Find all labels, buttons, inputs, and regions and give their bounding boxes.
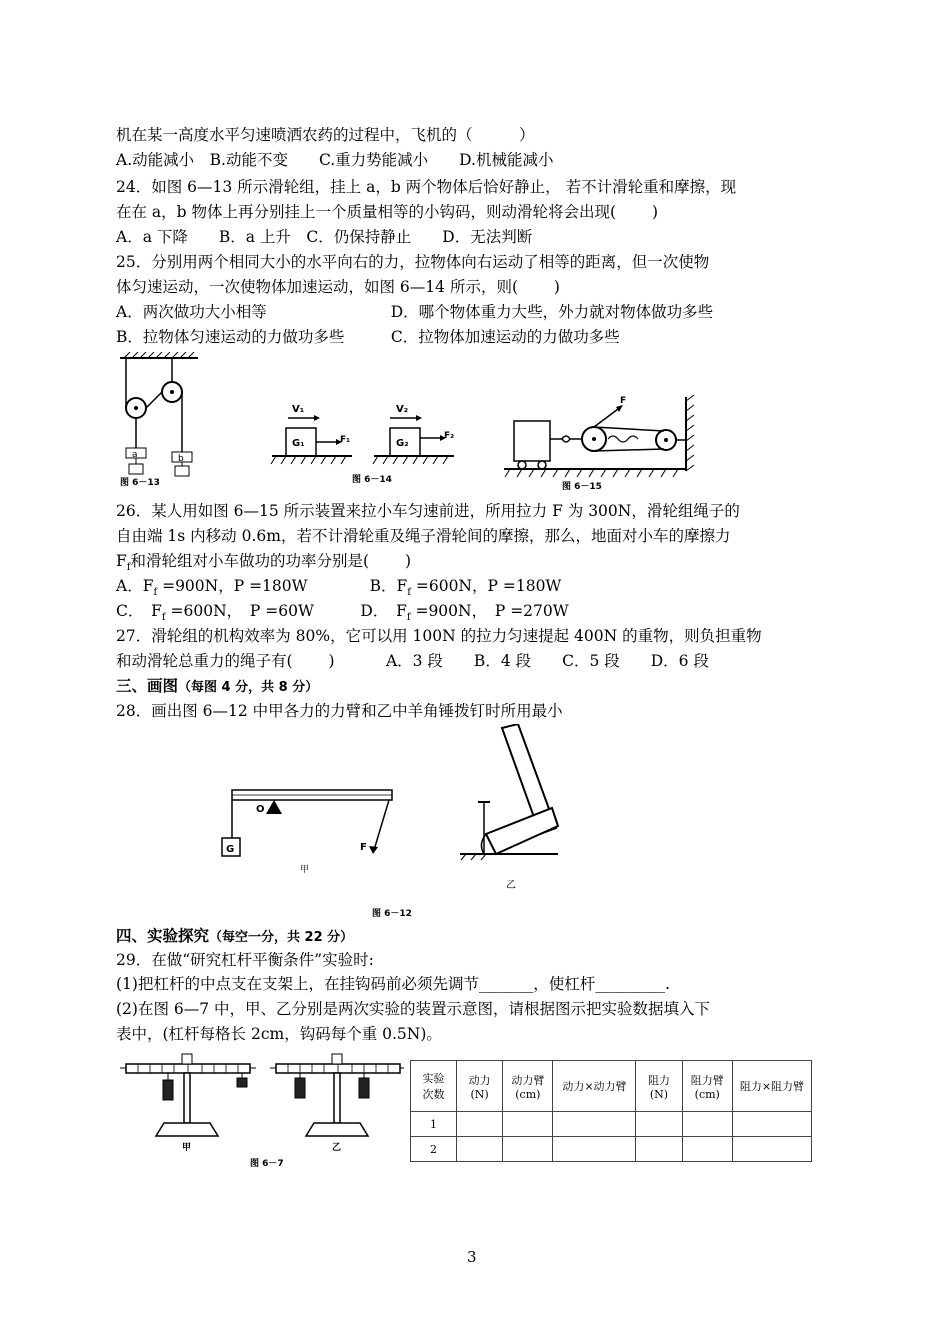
label-b: b [178,454,184,464]
table-cell[interactable] [636,1137,682,1162]
question-24: 24．如图 6—13 所示滑轮组，挂上 a，b 两个物体后恰好静止， 若不计滑轮重和摩擦，现 [116,178,737,196]
label-f2: F₂ [444,431,455,441]
table-cell[interactable] [457,1112,503,1137]
question-26: 26．某人用如图 6—15 所示装置来拉小车匀速前进，所用拉力 F 为 300N，滑轮组绳子的 [116,502,740,520]
figure-caption: 图 6－7 [250,1159,284,1169]
table-cell: 2 [411,1137,457,1162]
label-jia: 甲 [300,865,310,875]
table-row [411,1137,812,1162]
text-line: B．拉物体匀速运动的力做功多些 C．拉物体加速运动的力做功多些 [116,328,620,346]
question-25: 25．分别用两个相同大小的水平向右的力，拉物体向右运动了相等的距离，但一次使物 [116,253,710,271]
figure-caption: 图 6－12 [372,909,412,919]
figure-6-12 [214,724,594,920]
option-row: C． $F_f =600N$， P =60W D． $F_f =900N$， P =270W [116,602,569,624]
label-g: G [226,844,235,855]
text-line: 机在某一高度水平匀速喷洒农药的过程中，飞机的（ ） [116,126,535,144]
text-line: 和动滑轮总重力的绳子有( ) A．3 段 B．4 段 C．5 段 D．6 段 [116,652,709,670]
text-line: (1)把杠杆的中点支在支架上，在挂钩码前必须先调节_______，使杠杆_________. [116,975,670,993]
table-cell[interactable] [732,1137,811,1162]
figure-caption: 图 6－13 [120,478,160,486]
table-header: 动力×动力臂 [553,1061,636,1112]
table-row [411,1112,812,1137]
figure-caption: 图 6－15 [562,482,602,491]
table-header: 阻力臂 (cm) [682,1061,732,1112]
text-line: A．两次做功大小相等 D．哪个物体重力大些，外力就对物体做功多些 [116,303,714,321]
label-f: F [360,842,367,853]
table-header: 动力臂 (cm) [503,1061,553,1112]
text-line: A．a 下降 B．a 上升 C．仍保持静止 D．无法判断 [116,228,533,246]
text-line: 自由端 1s 内移动 0.6m，若不计滑轮重及绳子滑轮间的摩擦，那么，地面对小车的摩擦力 [116,527,731,545]
table-cell[interactable] [457,1137,503,1162]
table-cell[interactable] [553,1137,636,1162]
section-heading-3: 三、画图（每图 4 分，共 8 分） [116,677,319,695]
label-f1: F₁ [340,435,351,445]
text-line: 表中，(杠杆每格长 2cm，钩码每个重 0.5N)。 [116,1025,442,1043]
table-cell[interactable] [732,1112,811,1137]
table-header: 实验 次数 [411,1061,457,1112]
table-header: 阻力×阻力臂 [732,1061,811,1112]
label-yi: 乙 [332,1143,342,1153]
question-29: 29．在做“研究杠杆平衡条件”实验时: [116,951,374,969]
page-number: 3 [467,1248,477,1266]
table-cell[interactable] [682,1112,732,1137]
figure-6-14 [268,398,458,484]
figure-caption: 图 6－14 [352,475,392,484]
figure-6-13 [116,352,212,486]
table-cell: 1 [411,1112,457,1137]
text-line: 体匀速运动，一次使物体加速运动，如图 6—14 所示，则( ) [116,278,560,296]
label-v1: V₁ [292,404,305,415]
label-g2: G₂ [396,438,409,449]
section-heading-4: 四、实验探究（每空一分，共 22 分） [116,927,354,945]
table-cell[interactable] [682,1137,732,1162]
experiment-table [410,1060,812,1162]
table-cell[interactable] [553,1112,636,1137]
label-o: O [256,804,265,815]
text-line: $F_f$和滑轮组对小车做功的功率分别是( ) [116,552,411,574]
figure-6-7 [116,1052,404,1170]
label-a: a [132,450,138,460]
table-header: 动力 (N) [457,1061,503,1112]
text-line: (2)在图 6—7 中，甲、乙分别是两次实验的装置示意图，请根据图示把实验数据填入下 [116,1000,711,1018]
table-cell[interactable] [503,1137,553,1162]
figure-6-15 [500,393,702,491]
table-header: 阻力 (N) [636,1061,682,1112]
label-jia: 甲 [182,1143,192,1153]
label-g1: G₁ [292,438,305,449]
label-v2: V₂ [396,404,409,415]
question-27: 27．滑轮组的机构效率为 80%，它可以用 100N 的拉力匀速提起 400N 的重物，则负担重物 [116,627,762,645]
table-cell[interactable] [636,1112,682,1137]
text-line: A.动能减小 B.动能不变 C.重力势能减小 D.机械能减小 [116,151,554,169]
label-f: F [620,396,627,406]
question-28: 28．画出图 6—12 中甲各力的力臂和乙中羊角锤拨钉时所用最小 [116,702,563,720]
table-cell[interactable] [503,1112,553,1137]
option-row: A．$F_f =900N$，P =180W B．$F_f =600N$，P =180W [116,577,562,599]
text-line: 在在 a，b 物体上再分别挂上一个质量相等的小钩码，则动滑轮将会出现( ) [116,203,659,221]
label-yi: 乙 [506,880,516,891]
